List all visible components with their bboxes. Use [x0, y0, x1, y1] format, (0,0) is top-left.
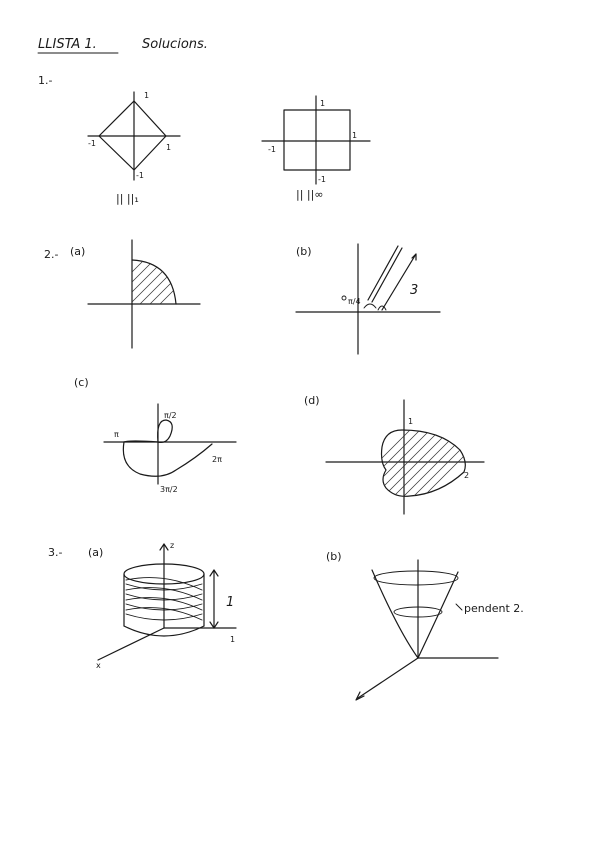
- part-3b-label: (b): [326, 550, 342, 563]
- tick-label-pi: π: [114, 430, 119, 439]
- shaded-region-2d: [340, 430, 490, 500]
- length-label-2b: 3: [410, 283, 419, 298]
- tick-label-pi-over-2: π/2: [164, 411, 177, 420]
- square-label-top: 1: [320, 99, 326, 108]
- figure-3a: [88, 541, 236, 670]
- header: [38, 37, 208, 53]
- part-2a-label: (a): [70, 245, 86, 258]
- problem-2-number: 2.-: [44, 248, 59, 261]
- page-subtitle: Solucions.: [142, 37, 208, 52]
- square-caption: || ||∞: [296, 188, 324, 201]
- part-2c-label: (c): [74, 376, 89, 389]
- angle-label-2b: π/4: [348, 297, 361, 306]
- part-2d-label: (d): [304, 394, 320, 407]
- figure-2a: [70, 240, 210, 348]
- shaded-region-2a: [100, 254, 210, 304]
- diamond-caption: || ||₁: [116, 192, 139, 205]
- figure-2d: [304, 394, 490, 514]
- axis-tick-1: 1: [230, 635, 236, 644]
- note-pendent: pendent 2.: [464, 602, 524, 615]
- diamond-label-top: 1: [144, 91, 150, 100]
- height-label-1: 1: [226, 595, 235, 610]
- page-title: LLISTA 1.: [38, 37, 97, 52]
- figure-2c: [74, 376, 236, 494]
- tick-label-3pi-over-2: 3π/2: [160, 485, 178, 494]
- diamond-label-left: -1: [88, 139, 96, 148]
- axis-label-z: z: [170, 541, 175, 550]
- figure-1-square: [262, 96, 370, 201]
- part-3a-label: (a): [88, 546, 104, 559]
- cardioid-label-1: 1: [408, 417, 414, 426]
- cardioid-label-2: 2: [464, 471, 470, 480]
- square-label-bottom: -1: [318, 175, 326, 184]
- figure-3b: [326, 550, 524, 700]
- diamond-label-right: 1: [166, 143, 172, 152]
- figure-2b: [296, 244, 440, 354]
- figure-1-diamond: [88, 91, 180, 205]
- part-2b-label: (b): [296, 245, 312, 258]
- axis-label-x: x: [96, 661, 101, 670]
- diamond-label-bottom: -1: [136, 171, 144, 180]
- square-label-left: -1: [268, 145, 276, 154]
- square-label-right: 1: [352, 131, 358, 140]
- tick-label-2pi: 2π: [212, 455, 222, 464]
- problem-1-number: 1.-: [38, 74, 53, 87]
- problem-3-number: 3.-: [48, 546, 63, 559]
